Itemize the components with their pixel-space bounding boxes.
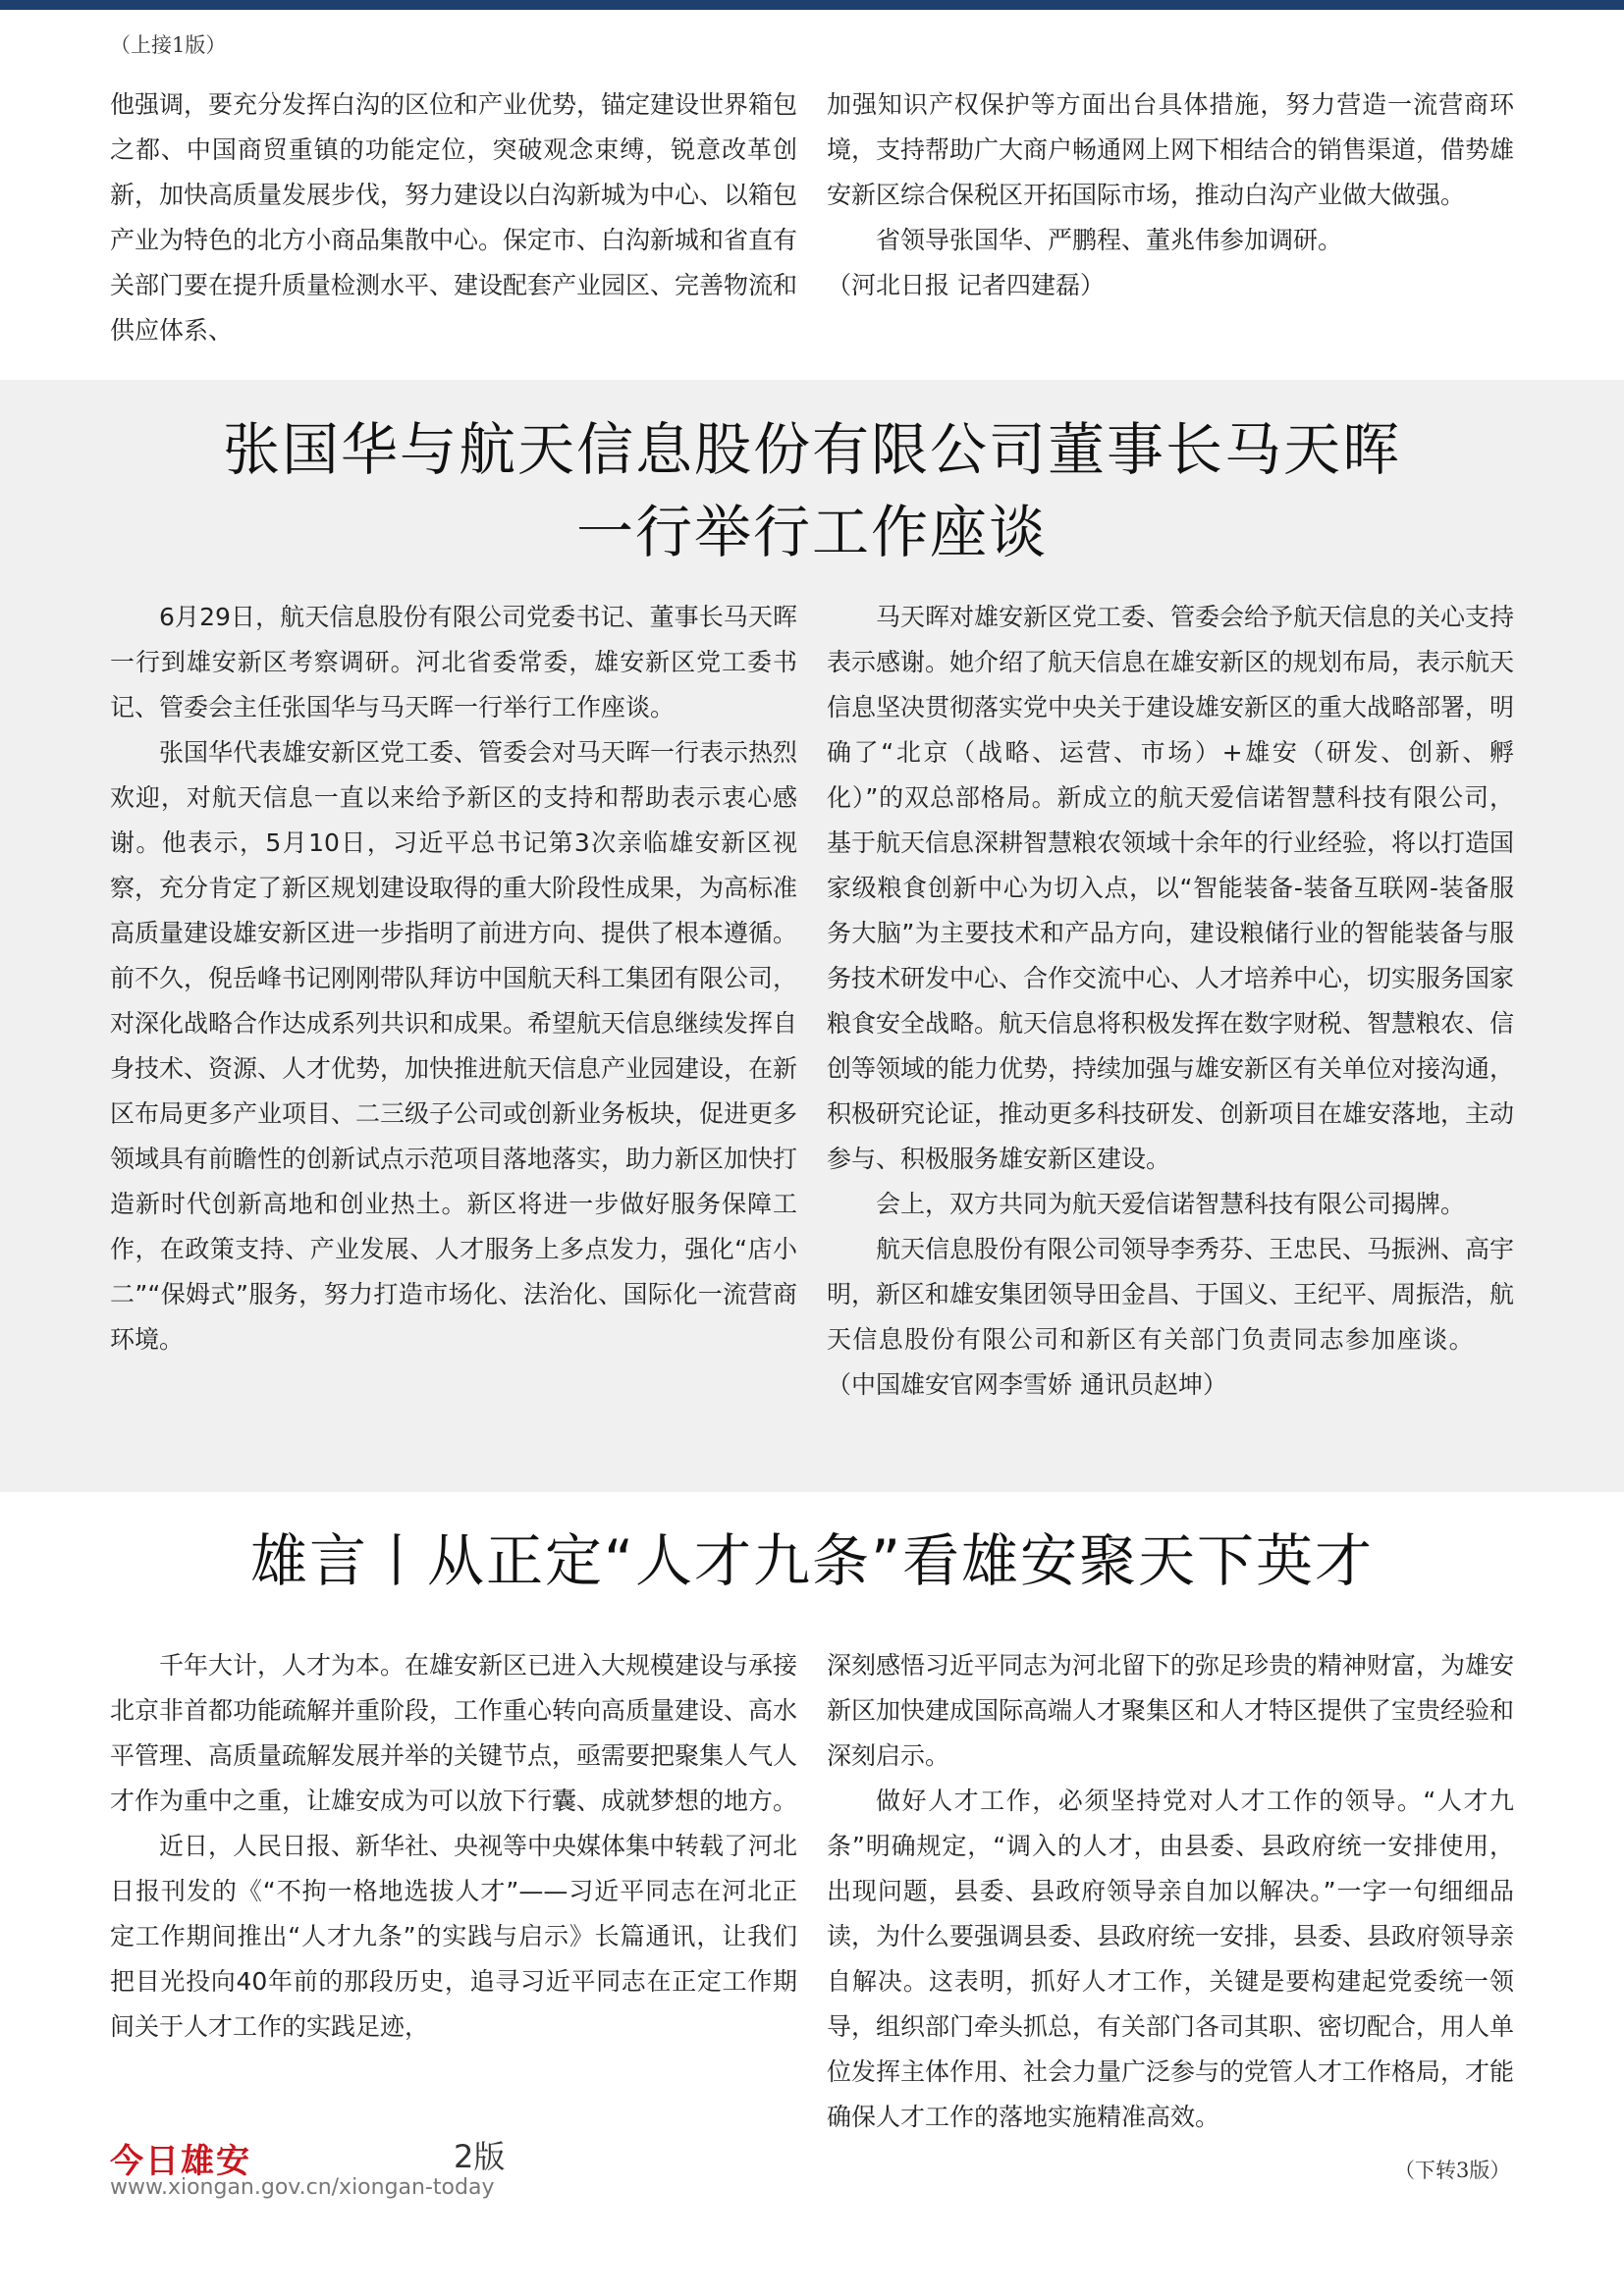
article1-left-column — [110, 82, 797, 353]
paragraph: 马天晖对雄安新区党工委、管委会给予航天信息的关心支持表示感谢。她介绍了航天信息在雄安新区的规划布局，表示航天信息坚决贯彻落实党中央关于建设雄安新区的重大战略部署，明确了“北京（战略、运营、市场）+雄安（研发、创新、孵化）”的双总部格局。新成立的航天爱信诺智慧科技有限公司，基于航天信息深耕智慧粮农领域十余年的行业经验，将以打造国家级粮食创新中心为切入点，以“智能装备-装备互联网-装备服务大脑”为主要技术和产品方向，建设粮储行业的智能装备与服务技术研发中心、合作交流中心、人才培养中心，切实服务国家粮食安全战略。航天信息将积极发挥在数字财税、智慧粮农、信创等领域的能力优势，持续加强与雄安新区有关单位对接沟通，积极研究论证，推动更多科技研发、创新项目在雄安落地，主动参与、积极服务雄安新区建设。 — [827, 603, 1515, 1173]
article1-credit: （河北日报 记者四建磊） — [827, 271, 1105, 299]
paragraph: 张国华代表雄安新区党工委、管委会对马天晖一行表示热烈欢迎，对航天信息一直以来给予新区的支持和帮助表示衷心感谢。他表示，5月10日，习近平总书记第3次亲临雄安新区视察，充分肯定了新区规划建设取得的重大阶段性成果，为高标准高质量建设雄安新区进一步指明了前进方向、提供了根本遵循。前不久，倪岳峰书记刚刚带队拜访中国航天科工集团有限公司，对深化战略合作达成系列共识和成果。希望航天信息继续发挥自身技术、资源、人才优势，加快推进航天信息产业园建设，在新区布局更多产业项目、二三级子公司或创新业务板块，促进更多领域具有前瞻性的创新试点示范项目落地落实，助力新区加快打造新时代创新高地和创业热土。新区将进一步做好服务保障工作，在政策支持、产业发展、人才服务上多点发力，强化“店小二”“保姆式”服务，努力打造市场化、法治化、国际化一流营商环境。 — [110, 738, 798, 1354]
top-color-bar — [0, 0, 1624, 10]
paragraph: 加强知识产权保护等方面出台具体措施，努力营造一流营商环境，支持帮助广大商户畅通网上网下相结合的销售渠道，借势雄安新区综合保税区开拓国际市场，推动白沟产业做大做强。 — [827, 90, 1515, 209]
headline-line-2: 一行举行工作座谈 — [575, 499, 1048, 565]
paragraph — [827, 1227, 1514, 1408]
website-url[interactable]: www.xiongan.gov.cn/xiongan-today — [110, 2175, 495, 2200]
article2-left-column — [110, 595, 797, 1362]
headline-line-1: 张国华与航天信息股份有限公司董事长马天晖 — [222, 416, 1401, 483]
article1-right-column — [827, 82, 1514, 308]
paragraph: 千年大计，人才为本。在雄安新区已进入大规模建设与承接北京非首都功能疏解并重阶段，工作重心转向高质量建设、高水平管理、高质量疏解发展并举的关键节点，亟需要把聚集人气人才作为重中之重，让雄安成为可以放下行囊、成就梦想的地方。 — [110, 1651, 798, 1815]
article3-right-column — [827, 1643, 1514, 2140]
article2-credit: （中国雄安官网李雪娇 通讯员赵坤） — [827, 1370, 1227, 1399]
page-number: 2版 — [454, 2138, 506, 2175]
paragraph: 会上，双方共同为航天爱信诺智慧科技有限公司揭牌。 — [876, 1190, 1466, 1218]
paragraph: 省领导张国华、严鹏程、董兆伟参加调研。 — [876, 226, 1343, 254]
article3-headline: 雄言丨从正定“人才九条”看雄安聚天下英才 — [249, 1527, 1375, 1594]
article2-headline — [0, 408, 1624, 573]
paragraph: 6月29日，航天信息股份有限公司党委书记、董事长马天晖一行到雄安新区考察调研。河北省委常委，雄安新区党工委书记、管委会主任张国华与马天晖一行举行工作座谈。 — [110, 603, 797, 721]
paragraph-text: 航天信息股份有限公司领导李秀芬、王忠民、马振洲、高宇明，新区和雄安集团领导田金昌、于国义、王纪平、周振浩，航天信息股份有限公司和新区有关部门负责同志参加座谈。 — [827, 1235, 1515, 1354]
publication-logo: 今日雄安 — [110, 2142, 251, 2181]
paragraph: 他强调，要充分发挥白沟的区位和产业优势，锚定建设世界箱包之都、中国商贸重镇的功能定位，突破观念束缚，锐意改革创新，加快高质量发展步伐，努力建设以白沟新城为中心、以箱包产业为特色的北方小商品集散中心。保定市、白沟新城和省直有关部门要在提升质量检测水平、建设配套产业园区、完善物流和供应体系、 — [110, 90, 798, 345]
article3-left-column — [110, 1643, 797, 2050]
paragraph: 做好人才工作，必须坚持党对人才工作的领导。“人才九条”明确规定，“调入的人才，由县委、县政府统一安排使用，出现问题，县委、县政府领导亲自加以解决。”一字一句细细品读，为什么要强调县委、县政府统一安排，县委、县政府领导亲自解决。这表明，抓好人才工作，关键是要构建起党委统一领导，组织部门牵头抓总，有关部门各司其职、密切配合，用人单位发挥主体作用、社会力量广泛参与的党管人才工作格局，才能确保人才工作的落地实施精准高效。 — [827, 1787, 1515, 2131]
paragraph: 近日，人民日报、新华社、央视等中央媒体集中转载了河北日报刊发的《“不拘一格地选拔人才”——习近平同志在河北正定工作期间推出“人才九条”的实践与启示》长篇通讯，让我们把目光投向40年前的那段历史，追寻习近平同志在正定工作期间关于人才工作的实践足迹， — [110, 1832, 798, 2041]
article2-right-column — [827, 595, 1514, 1408]
continued-to-label: （下转3版） — [1394, 2159, 1511, 2182]
continued-from-label: （上接1版） — [110, 33, 227, 57]
paragraph: 深刻感悟习近平同志为河北留下的弥足珍贵的精神财富，为雄安新区加快建成国际高端人才聚集区和人才特区提供了宝贵经验和深刻启示。 — [827, 1651, 1515, 1770]
